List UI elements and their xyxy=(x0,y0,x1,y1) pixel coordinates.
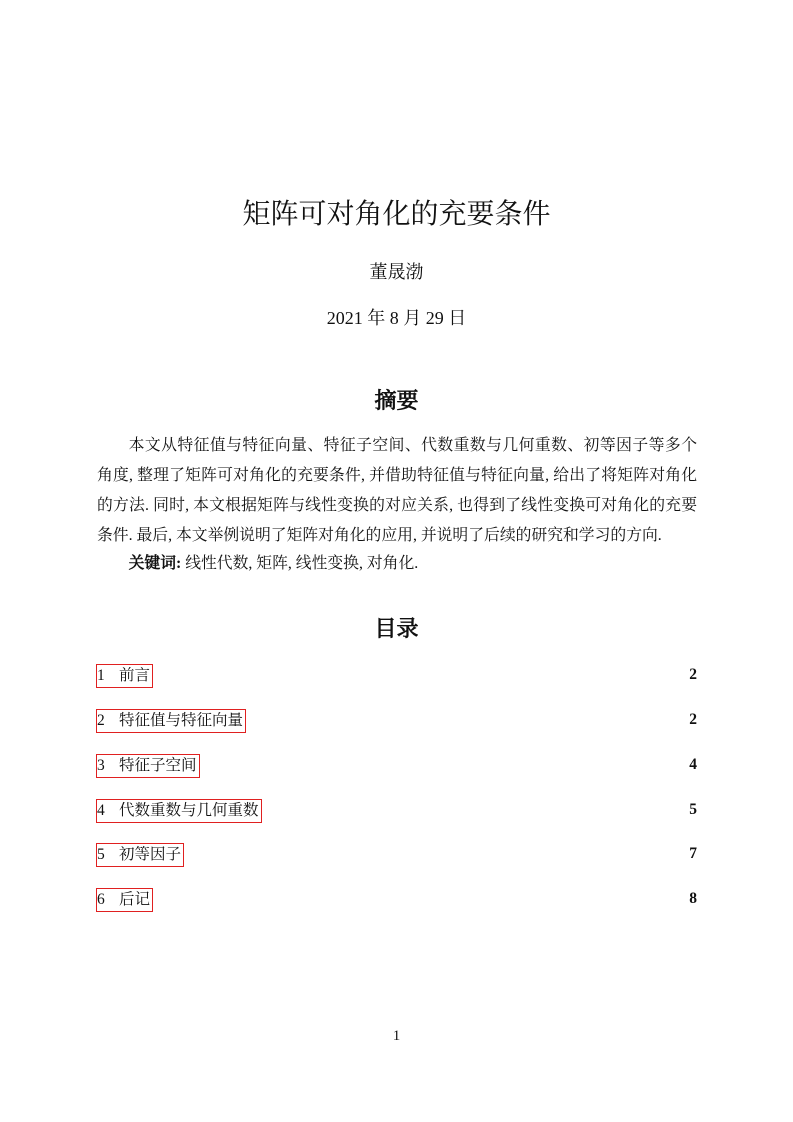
keywords-list: 线性代数, 矩阵, 线性变换, 对角化. xyxy=(185,555,419,572)
toc-heading: 目录 xyxy=(374,616,419,641)
toc-page: 8 xyxy=(689,890,697,907)
date: 2021 年 8 月 29 日 xyxy=(326,308,467,328)
toc-page: 2 xyxy=(689,711,697,728)
toc-number: 2 xyxy=(97,712,105,729)
toc-link[interactable] xyxy=(96,888,153,912)
keywords-label: 关键词: xyxy=(128,555,182,572)
toc-entry xyxy=(96,843,697,867)
toc-link[interactable] xyxy=(96,754,200,778)
toc-link[interactable] xyxy=(96,709,246,733)
toc-number: 6 xyxy=(97,891,105,908)
toc-number: 5 xyxy=(97,846,105,863)
toc-link[interactable] xyxy=(96,664,153,688)
toc-entry xyxy=(96,754,697,778)
toc-entry xyxy=(96,799,697,823)
page-number: 1 xyxy=(392,1028,401,1044)
toc-title: 初等因子 xyxy=(119,846,182,863)
toc-entry xyxy=(96,709,697,733)
toc-link[interactable] xyxy=(96,843,184,867)
abstract-heading: 摘要 xyxy=(374,388,419,413)
toc-title: 代数重数与几何重数 xyxy=(119,802,259,819)
toc-title: 后记 xyxy=(119,891,151,908)
toc-link[interactable] xyxy=(96,799,262,823)
toc-page: 5 xyxy=(689,801,697,818)
toc-page: 7 xyxy=(689,845,697,862)
toc-page: 4 xyxy=(689,756,697,773)
toc-number: 1 xyxy=(97,667,105,684)
abstract-text: 本文从特征值与特征向量、特征子空间、代数重数与几何重数、初等因子等多个角度, 整理了矩阵可对角化的充要条件, 并借助特征值与特征向量, 给出了将矩阵对角化的方法. 同时, 本文根据矩阵与线性变换的对应关系, 也得到了线性变换可对角化的充要条件. 最后, 本文举例说明了矩阵对角化的应用, 并说明了后续的研究和学习的方向. xyxy=(97,437,697,544)
toc-number: 3 xyxy=(97,757,105,774)
keywords xyxy=(97,550,697,573)
toc-page: 2 xyxy=(689,666,697,683)
document-title: 矩阵可对角化的充要条件 xyxy=(242,199,551,230)
toc-title: 特征子空间 xyxy=(119,757,197,774)
author: 董晟渤 xyxy=(369,262,424,282)
toc-entry xyxy=(96,888,697,912)
toc-entry xyxy=(96,664,697,688)
toc-title: 前言 xyxy=(119,667,151,684)
toc-title: 特征值与特征向量 xyxy=(119,712,244,729)
toc-number: 4 xyxy=(97,802,105,819)
